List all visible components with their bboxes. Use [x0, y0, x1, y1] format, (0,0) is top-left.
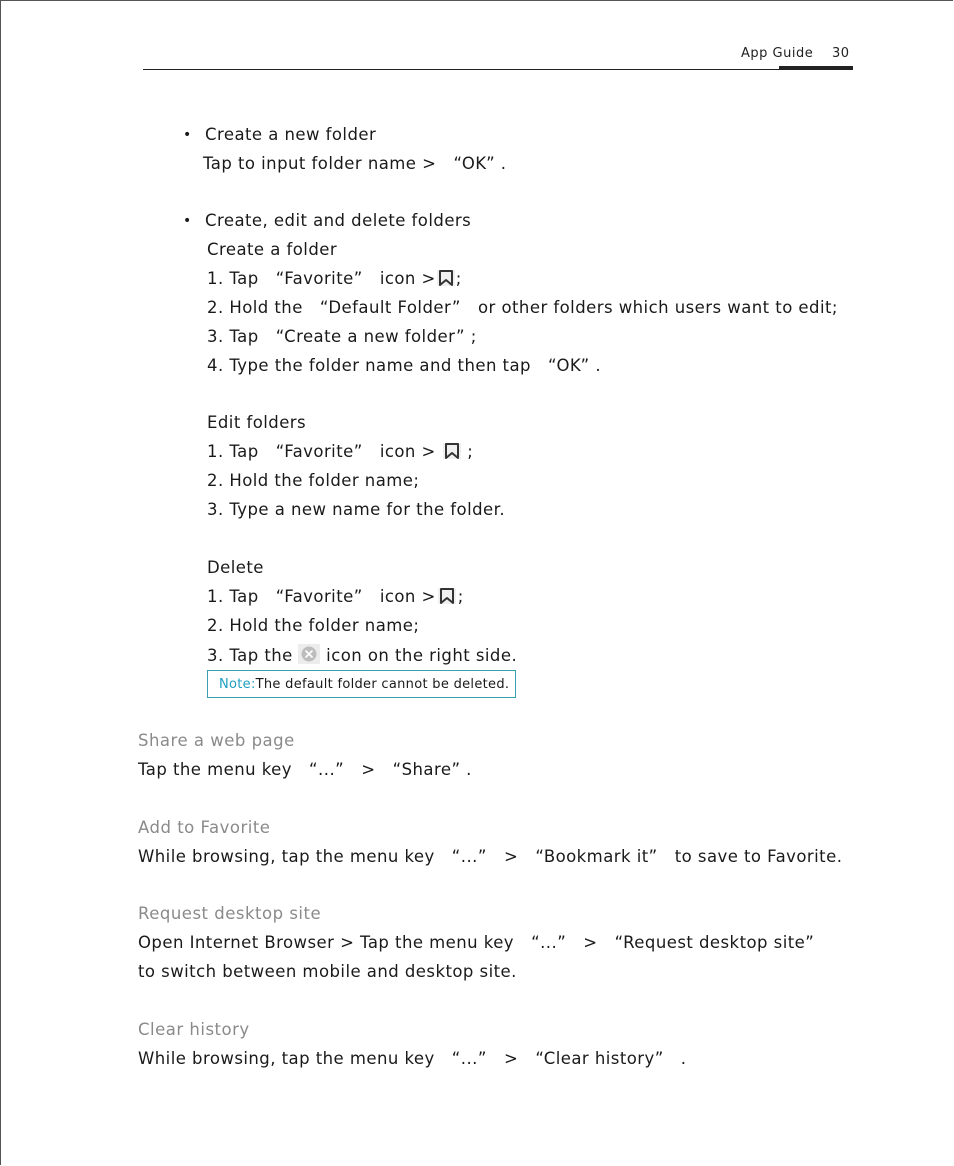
- share-text: Tap the menu key “...” > “Share” .: [138, 760, 472, 779]
- delete-step-3: [207, 644, 517, 666]
- history-text: While browsing, tap the menu key “...” > “Clear history” .: [138, 1049, 687, 1068]
- note-label: Note:: [219, 676, 256, 692]
- new-folder-text: Tap to input folder name > “OK” .: [203, 154, 507, 173]
- delete-step-1-text: 1. Tap “Favorite” icon >: [207, 587, 436, 606]
- desktop-text-line-2: to switch between mobile and desktop site.: [138, 962, 517, 981]
- bullet: •: [183, 127, 192, 143]
- delete-step-2: 2. Hold the folder name;: [207, 616, 420, 635]
- create-step-1-text: 1. Tap “Favorite” icon >: [207, 269, 436, 288]
- header-rule: [143, 69, 853, 70]
- edit-step-3: 3. Type a new name for the folder.: [207, 500, 506, 519]
- new-folder-title: Create a new folder: [205, 125, 377, 144]
- delete-step-3-text: 3. Tap the: [207, 646, 293, 665]
- page-number: 30: [832, 46, 850, 61]
- delete-x-icon: [298, 644, 320, 664]
- bookmark-icon: [436, 587, 458, 605]
- header-tab-marker: [779, 66, 853, 70]
- edit-step-1-text: 1. Tap “Favorite” icon >: [207, 442, 436, 461]
- edit-folders-title: Edit folders: [207, 413, 307, 432]
- edit-step-1-end: ;: [467, 442, 474, 461]
- favorite-text: While browsing, tap the menu key “...” > “Bookmark it” to save to Favorite.: [138, 847, 843, 866]
- delete-title: Delete: [207, 558, 264, 577]
- desktop-heading: Request desktop site: [138, 904, 322, 923]
- bookmark-icon: [442, 442, 462, 460]
- note-box: [207, 670, 516, 698]
- edit-step-1: [207, 442, 473, 462]
- note-text: The default folder cannot be deleted.: [255, 676, 510, 692]
- bookmark-icon: [436, 269, 456, 287]
- create-step-1-end: ;: [455, 269, 462, 288]
- create-step-3: 3. Tap “Create a new folder” ;: [207, 327, 477, 346]
- delete-step-1-end: ;: [457, 587, 464, 606]
- create-step-2: 2. Hold the “Default Folder” or other folders which users want to edit;: [207, 298, 838, 317]
- share-heading: Share a web page: [138, 731, 295, 750]
- bullet: •: [183, 213, 192, 229]
- create-step-4: 4. Type the folder name and then tap “OK” .: [207, 356, 602, 375]
- edit-step-2: 2. Hold the folder name;: [207, 471, 420, 490]
- create-folder-title: Create a folder: [207, 240, 338, 259]
- favorite-heading: Add to Favorite: [138, 818, 271, 837]
- manage-folders-title: Create, edit and delete folders: [205, 211, 472, 230]
- desktop-text-line-1: Open Internet Browser > Tap the menu key “...” > “Request desktop site”: [138, 933, 815, 952]
- create-step-1: [207, 269, 462, 289]
- history-heading: Clear history: [138, 1020, 250, 1039]
- delete-step-1: [207, 587, 464, 607]
- delete-step-3-end: icon on the right side.: [326, 646, 518, 665]
- header-title: App Guide: [741, 46, 814, 61]
